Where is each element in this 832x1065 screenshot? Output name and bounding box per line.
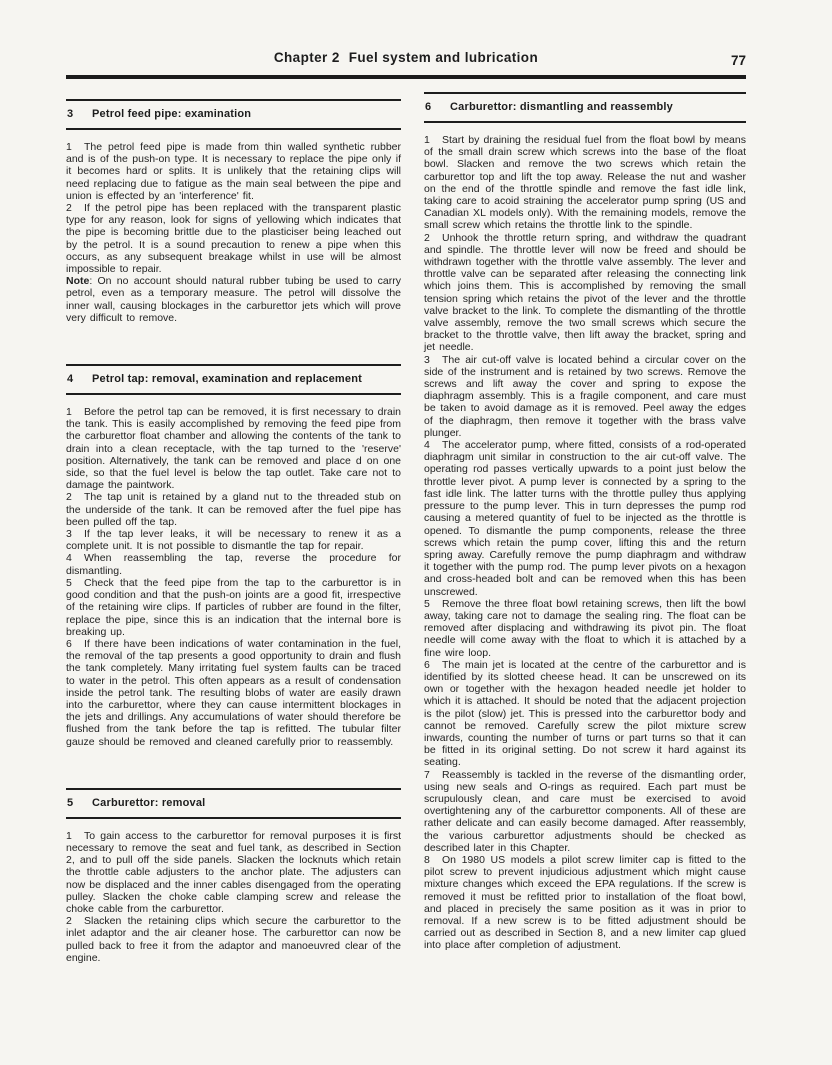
section-heading <box>424 92 746 123</box>
section-title: Carburettor: removal <box>92 796 206 809</box>
paragraph-text: Start by draining the residual fuel from the float bowl by means of the small drain screw which screws into the base of the float bowl. Slacken and remove the two screws which retain the carburettor top and lift the top away. Release the nut and washer on the end of the throttle spindle and remove the fast idle link, taking care to acoid straining the accelerator pump spring (US and Canadian XL models only). With the remaining models, remove the small screw which retains the throttle link to the spindle. <box>424 134 746 232</box>
section-number: 5 <box>67 796 74 809</box>
section-number: 4 <box>67 373 74 386</box>
paragraph <box>424 659 746 769</box>
paragraph-text: The main jet is located at the centre of the carburettor and is identified by its slotted cheese head. It can be unscrewed on its own or together with the hexagon headed needle jet holder to which it is attached. It should be noted that the adjacent projection is the pilot (slow) jet. This is pressed into the carburettor body and cannot be removed. Carefully screw the pilot mixture screw inwards, counting the number of turns or part turns so that it can be fitted in its original setting. Do not screw it hard against its seating. <box>424 658 746 769</box>
paragraph-text: If the petrol pipe has been replaced with the transparent plastic type for any reason, look for signs of yellowing which indicates that the pipe is becoming brittle due to the plasticiser being leached out by the petrol. It is a sound precaution to renew a pipe when this occurs, as any subsequent breakage whilst in use will be almost impossible to repair. <box>66 202 401 276</box>
section-body <box>66 406 401 748</box>
paragraph <box>66 915 401 964</box>
paragraph <box>424 598 746 659</box>
paragraph <box>66 406 401 491</box>
chapter-title <box>0 50 812 65</box>
paragraph-number: 4 <box>424 439 430 452</box>
section-number: 3 <box>67 108 74 120</box>
paragraph <box>424 439 746 598</box>
paragraph-number: 6 <box>66 637 72 650</box>
paragraph-text: Remove the three float bowl retaining screws, then lift the bowl away, taking care not to damage the sealing ring. The float can be removed after displacing and withdrawing its pivot pin. The float needle will come away with the float to which it is attached by a fine wire loop. <box>424 597 746 659</box>
chapter-title-text: Fuel system and lubrication <box>348 50 539 65</box>
paragraph-text: Unhook the throttle return spring, and withdraw the quadrant and spindle. The throttle lever will now be freed and should be withdrawn together with the throttle valve assembly. The lever and throttle valve can be separated after releasing the connecting link which joins them. This is accomplished by removing the small tension spring which retains the pivot of the lever and the throttle valve bracket to the link. To complete the dismantling of the throttle valve assembly, remove the two small screws which secure the bracket to the throttle valve, then lift away the bracket, spring and jet needle. <box>424 231 746 354</box>
paragraph-number: 2 <box>66 491 72 504</box>
paragraph <box>424 854 746 952</box>
paragraph-text: The accelerator pump, where fitted, consists of a rod-operated diaphragm unit similar in construction to the air cut-off valve. The operating rod passes vertically upwards to a point just below the throttle lever pivot. A pump lever is connected by a spring to the fast idle link. The latter turns with the throttle pulley thus applying pressure to the pump lever. This in turn depresses the pump rod causing a metered quantity of fuel to be injected as the throttle is opened. To dismantle the pump components, release the three screws which retain the pump cover, lifting this and the return spring away. Carefully remove the pump diaphragm and withdraw it together with the pump rod. The pump lever pivots on a hexagon and cross-headed bolt and can be removed when this has been unscrewed. <box>424 439 746 598</box>
paragraph-number: 5 <box>424 597 430 610</box>
section-number: 6 <box>425 101 432 113</box>
paragraph-number: 3 <box>66 528 72 541</box>
column-right <box>424 92 746 964</box>
paragraph-text: On 1980 US models a pilot screw limiter cap is fitted to the pilot screw to prevent injudicious adjustment which might cause mixture changes which exceed the EPA regulations. If the screw is removed it must be refitted prior to installation of the float bowl, and placed in precisely the same position as it was in prior to removal. If a new screw is to be fitted adjustment should be carried out as described in Section 8, and a new limiter cap glued into place after completion of adjustment. <box>424 853 746 952</box>
paragraph-lead: Note <box>66 275 90 288</box>
section-heading <box>66 99 401 130</box>
paragraph-text: When reassembling the tap, reverse the procedure for dismantling. <box>66 552 401 577</box>
paragraph-text: Slacken the retaining clips which secure the carburettor to the inlet adaptor and the air cleaner hose. The carburettor can now be pulled back to free it from the adaptor and manoeuvred clear of the engine. <box>66 915 401 964</box>
paragraph-text: The tap unit is retained by a gland nut to the threaded stub on the underside of the tank. It can be removed after the fuel pipe has been pulled off the tap. <box>66 491 401 528</box>
section-heading <box>66 788 401 819</box>
page-number: 77 <box>730 53 746 68</box>
section-heading <box>66 364 401 395</box>
paragraph <box>424 769 746 854</box>
paragraph-number: 6 <box>424 658 430 671</box>
columns <box>66 92 746 964</box>
section-body <box>66 141 401 324</box>
column-left <box>66 92 401 964</box>
paragraph-number: 4 <box>66 552 72 565</box>
section <box>66 788 401 964</box>
section-body <box>66 830 401 964</box>
paragraph-text: : On no account should natural rubber tubing be used to carry petrol, even as a temporary measure. The petrol will dissolve the inner wall, causing blockages in the carburettor jets which will prove very difficult to remove. <box>66 275 401 324</box>
section-title: Petrol feed pipe: examination <box>92 108 252 120</box>
paragraph-number: 5 <box>66 576 72 589</box>
paragraph-number: 1 <box>66 829 72 842</box>
paragraph <box>424 354 746 439</box>
paragraph-number: 2 <box>424 231 430 244</box>
section-title: Petrol tap: removal, examination and replacement <box>92 373 363 386</box>
paragraph <box>66 141 401 202</box>
paragraph-number: 1 <box>66 141 72 153</box>
paragraph <box>66 528 401 552</box>
paragraph <box>424 232 746 354</box>
paragraph-text: Before the petrol tap can be removed, it is first necessary to drain the tank. This is easily accomplished by removing the feed pipe from the carburettor float chamber and allowing the contents of the tank to drain into a clean receptacle, with the tap turned to the 'reserve' position. Alternatively, the tank can be removed and place d on one side, so that the fuel level is below the tap outlet. Take care not to damage the paintwork. <box>66 406 401 492</box>
paragraph <box>66 552 401 576</box>
paragraph-number: 2 <box>66 915 72 928</box>
paragraph-text: To gain access to the carburettor for removal purposes it is first necessary to remove the seat and fuel tank, as described in Section 2, and to pull off the side panels. Slacken the locknuts which retain the throttle cable adjusters to the anchor plate. The adjusters can now be displaced and the inner cables disengaged from the operating pulley. Slacken the choke cable clamping screw and release the choke cable from the carburettor. <box>66 829 401 915</box>
paragraph-number: 7 <box>424 768 430 781</box>
paragraph-number: 1 <box>424 134 430 146</box>
paragraph <box>66 202 401 275</box>
header-rule <box>66 75 746 79</box>
paragraph <box>66 275 401 324</box>
section <box>66 99 401 324</box>
paragraph-number: 2 <box>66 202 72 215</box>
paragraph <box>424 134 746 232</box>
paragraph-number: 3 <box>424 353 430 366</box>
section-body <box>424 134 746 952</box>
paragraph-number: 1 <box>66 406 72 419</box>
section <box>424 92 746 952</box>
paragraph <box>66 830 401 915</box>
section <box>66 364 401 748</box>
paragraph-text: If there have been indications of water contamination in the fuel, the removal of the tap presents a good opportunity to drain and flush the tank completely. Many irritating fuel system faults can be traced to water in the petrol. This often appears as a result of condensation inside the petrol tank. The resulting blobs of water are easily drawn into the carburettor, where they can cause intermittent blockages in the jets and drillings. Any accumulations of water should therefore be flushed from the tank before the tap is refitted. The tubular filter gauze should be removed and cleaned carefully prior to reassembly. <box>66 637 401 748</box>
paragraph-text: Reassembly is tackled in the reverse of the dismantling order, using new seals and O-rings as required. Each part must be scrupulously clean, and care must be exercised to avoid overtightening any of the carburettor components. All of these are rather delicate and can easily become damaged. After reassembly, the various carburettor adjustments should be checked as described later in this Chapter. <box>424 768 746 854</box>
paragraph-text: The air cut-off valve is located behind a circular cover on the side of the instrument and is retained by two screws. Remove the screws and lift away the cover and spring to expose the diaphragm assembly. This is a fragile component, and care must be taken to avoid damage as it is removed. Peel away the edges of the diaphragm, then remove it together with the brass valve plunger. <box>424 353 746 439</box>
paragraph <box>66 577 401 638</box>
paragraph <box>66 638 401 748</box>
paragraph-number: 8 <box>424 853 430 866</box>
chapter-label: Chapter 2 <box>273 50 340 65</box>
section-title: Carburettor: dismantling and reassembly <box>450 101 673 113</box>
paragraph-text: If the tap lever leaks, it will be necessary to renew it as a complete unit. It is not possible to dismantle the tap for repair. <box>66 528 401 553</box>
paragraph-text: The petrol feed pipe is made from thin walled synthetic rubber and is of the push-on type. It is necessary to replace the pipe only if it becomes hard or splits. It is unlikely that the retaining clips will need replacing due to fatigue as the main seal between the pipe and union is effected by an 'interference' fit. <box>66 141 401 202</box>
paragraph-text: Check that the feed pipe from the tap to the carburettor is in good condition and that the push-on joints are a good fit, irrespective of the retaining wire clips. If particles of rubber are found in the filter, replace the pipe, since this is an indication that the internal bore is breaking up. <box>66 576 401 638</box>
paragraph <box>66 491 401 528</box>
